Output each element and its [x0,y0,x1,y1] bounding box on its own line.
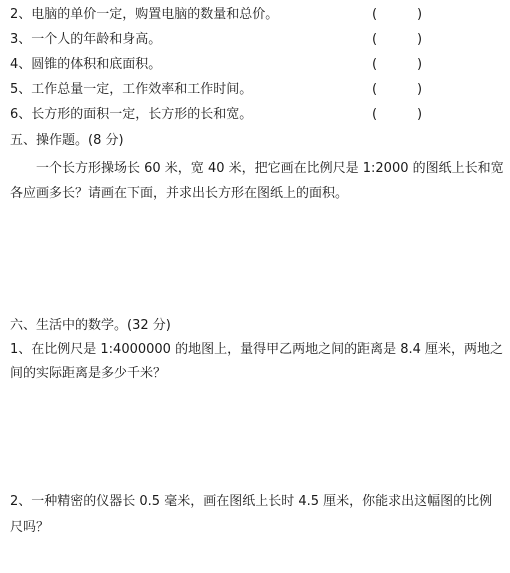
answer-paren-open: ( [372,82,378,97]
answer-paren-open: ( [372,32,378,47]
judgement-item-text: 6、长方形的面积一定，长方形的长和宽。 [10,107,253,122]
section-6-question-2-line-2: 尺吗？ [10,520,50,535]
judgement-item-text: 4、圆锥的体积和底面积。 [10,57,162,72]
judgement-item-text: 5、工作总量一定，工作效率和工作时间。 [10,82,253,97]
judgement-item-2 [10,7,500,23]
judgement-item-6 [10,107,500,123]
answer-paren-open: ( [372,7,378,22]
judgement-item-text: 3、一个人的年龄和身高。 [10,32,162,47]
judgement-item-3 [10,32,500,48]
answer-paren-close: ) [417,107,423,122]
answer-paren-close: ) [417,7,423,22]
section-6-question-1-line-2: 间的实际距离是多少千米？ [10,366,167,381]
section-6-question-2-line-1: 2、一种精密的仪器长 0.5 毫米，画在图纸上长时 4.5 厘米，你能求出这幅图的比例 [10,494,493,509]
answer-paren-close: ) [417,82,423,97]
judgement-item-4 [10,57,500,73]
judgement-item-text: 2、电脑的单价一定，购置电脑的数量和总价。 [10,7,279,22]
section-5-question-line-1: 一个长方形操场长 60 米，宽 40 米，把它画在比例尺是 1:2000 的图纸上长和宽 [36,161,504,176]
judgement-item-5 [10,82,500,98]
answer-paren-close: ) [417,57,423,72]
answer-paren-close: ) [417,32,423,47]
section-6-heading: 六、生活中的数学。(32 分) [10,318,171,333]
section-5-heading: 五、操作题。(8 分) [10,133,124,148]
answer-paren-open: ( [372,107,378,122]
section-6-question-1-line-1: 1、在比例尺是 1:4000000 的地图上，量得甲乙两地之间的距离是 8.4 厘米，两地之 [10,342,504,357]
answer-paren-open: ( [372,57,378,72]
section-5-question-line-2: 各应画多长？请画在下面，并求出长方形在图纸上的面积。 [10,186,349,201]
